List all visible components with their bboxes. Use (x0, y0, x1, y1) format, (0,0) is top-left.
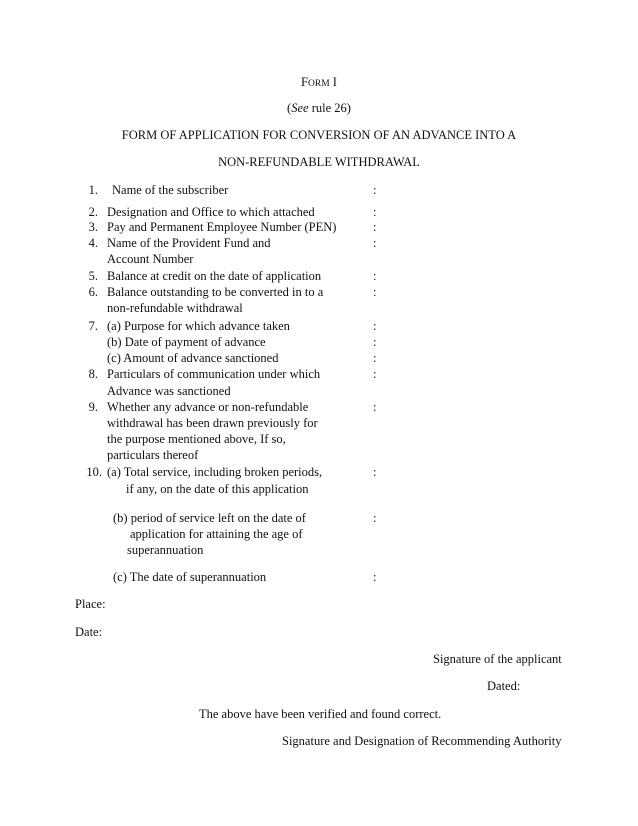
item-number: 7. (88, 319, 98, 333)
item-label-continued: application for attaining the age of (130, 527, 303, 541)
colon: : (373, 285, 377, 299)
item-label-continued: withdrawal has been drawn previously for (107, 416, 318, 430)
item-label-continued: if any, on the date of this application (126, 482, 309, 496)
item-label: Particulars of communication under which (107, 367, 321, 381)
item-label-continued: Account Number (107, 252, 194, 266)
colon: : (373, 511, 377, 525)
item-number: 8. (88, 367, 98, 381)
colon: : (373, 183, 377, 197)
form-title-line-2: NON-REFUNDABLE WITHDRAWAL (218, 155, 420, 169)
item-label: (a) Total service, including broken periods, (107, 465, 323, 479)
item-label: Name of the subscriber (112, 183, 229, 197)
item-number: 5. (88, 269, 98, 283)
item-label: (a) Purpose for which advance taken (107, 319, 290, 333)
dated-label: Dated: (487, 679, 521, 693)
item-label: Name of the Provident Fund and (107, 236, 271, 250)
item-label: Pay and Permanent Employee Number (PEN) (107, 220, 337, 234)
item-number: 9. (88, 400, 98, 414)
item-number: 3. (88, 220, 98, 234)
item-label: Designation and Office to which attached (107, 205, 315, 219)
rule-text: rule 26) (308, 101, 351, 115)
date-label: Date: (75, 625, 103, 639)
colon: : (373, 205, 377, 219)
form-label-number: I (329, 75, 337, 89)
item-label: Whether any advance or non-refundable (107, 400, 309, 414)
colon: : (373, 570, 377, 584)
item-number: 4. (88, 236, 98, 250)
form-label-initial: F (301, 75, 308, 89)
item-label: (c) Amount of advance sanctioned (107, 351, 279, 365)
item-label: Balance at credit on the date of application (107, 269, 322, 283)
colon: : (373, 319, 377, 333)
item-number: 6. (88, 285, 98, 299)
colon: : (373, 220, 377, 234)
colon: : (373, 236, 377, 250)
item-label-continued: the purpose mentioned above, If so, (107, 432, 286, 446)
item-number: 2. (88, 205, 98, 219)
item-label: (b) Date of payment of advance (107, 335, 266, 349)
item-label: (b) period of service left on the date of (113, 511, 306, 525)
place-label: Place: (75, 597, 106, 611)
rule-reference (0, 101, 638, 116)
colon: : (373, 400, 377, 414)
form-number (0, 75, 638, 92)
item-label-continued: particulars thereof (107, 448, 199, 462)
recommending-authority-signature-label: Signature and Designation of Recommending Authority (282, 734, 562, 748)
colon: : (373, 335, 377, 349)
signature-applicant-label: Signature of the applicant (433, 652, 562, 666)
item-label: (c) The date of superannuation (113, 570, 267, 584)
item-label-continued: superannuation (127, 543, 204, 557)
verification-statement: The above have been verified and found correct. (199, 707, 442, 721)
form-title-line-1: FORM OF APPLICATION FOR CONVERSION OF AN ADVANCE INTO A (121, 128, 517, 142)
colon: : (373, 465, 377, 479)
item-number: 1. (88, 183, 98, 197)
form-label-rest: ORM (308, 79, 330, 89)
colon: : (373, 367, 377, 381)
colon: : (373, 351, 377, 365)
item-label-continued: Advance was sanctioned (107, 384, 231, 398)
colon: : (373, 269, 377, 283)
item-label-continued: non-refundable withdrawal (107, 301, 243, 315)
rule-open-paren: ( (287, 101, 292, 115)
item-number: 10. (86, 465, 102, 479)
item-label: Balance outstanding to be converted in to a (107, 285, 324, 299)
rule-see: See (291, 101, 309, 115)
